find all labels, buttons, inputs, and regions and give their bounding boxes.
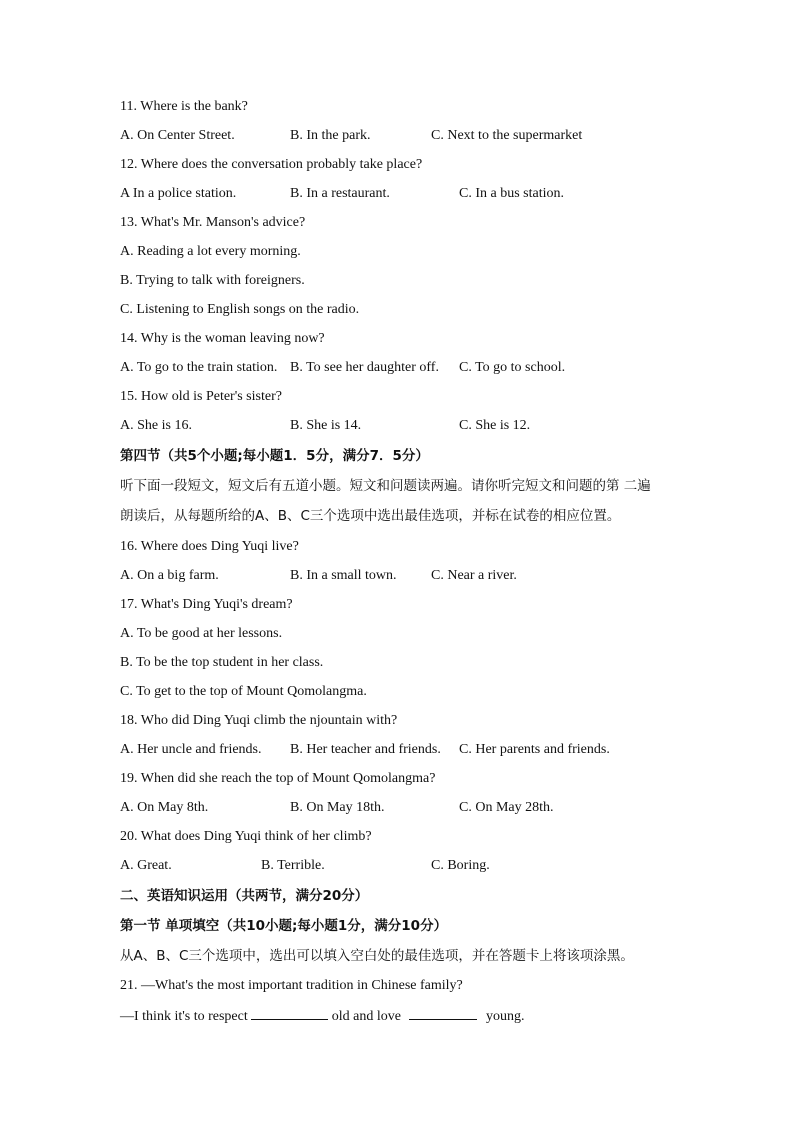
- question-16-stem: 16. Where does Ding Yuqi live?: [120, 539, 299, 554]
- option-b: B. In a small town.: [290, 568, 397, 583]
- question-17-stem: 17. What's Ding Yuqi's dream?: [120, 597, 293, 612]
- question-17-option-c: C. To get to the top of Mount Qomolangma.: [120, 684, 367, 699]
- question-11-options: [120, 126, 680, 146]
- question-21-stem: 21. —What's the most important tradition in Chinese family?: [120, 978, 463, 993]
- question-13-option-a: A. Reading a lot every morning.: [120, 244, 301, 259]
- question-15-options: [120, 416, 680, 436]
- question-13-option-c: C. Listening to English songs on the radio.: [120, 302, 360, 317]
- section-4-heading: 第四节（共5个小题;每小题1．5分，满分7．5分）: [120, 448, 429, 464]
- question-11-stem: 11. Where is the bank?: [120, 99, 248, 114]
- part-2-instruction: 从A、B、C三个选项中，选出可以填入空白处的最佳选项，并在答题卡上将该项涂黑。: [120, 948, 634, 964]
- question-17-option-b: B. To be the top student in her class.: [120, 655, 324, 670]
- section-4-instruction-line-1: 听下面一段短文，短文后有五道小题。短文和问题读两遍。请你听完短文和问题的第 二遍: [120, 478, 651, 494]
- question-13-stem: 13. What's Mr. Manson's advice?: [120, 215, 306, 230]
- question-15-stem: 15. How old is Peter's sister?: [120, 389, 282, 404]
- question-20-options: [120, 856, 680, 876]
- option-b: B. On May 18th.: [290, 800, 385, 815]
- part-2-heading: 二、英语知识运用（共两节，满分20分）: [120, 888, 369, 904]
- option-a: A. Her uncle and friends.: [120, 742, 262, 757]
- option-b: B. Her teacher and friends.: [290, 742, 441, 757]
- option-a: A In a police station.: [120, 186, 237, 201]
- option-c: C. On May 28th.: [459, 800, 554, 815]
- option-b: B. In a restaurant.: [290, 186, 390, 201]
- part-2-section-1-heading: 第一节 单项填空（共10小题;每小题1分，满分10分）: [120, 918, 448, 934]
- question-16-options: [120, 566, 680, 586]
- option-c: C. Boring.: [431, 858, 490, 873]
- option-b: B. She is 14.: [290, 418, 362, 433]
- question-19-options: [120, 798, 680, 818]
- question-20-stem: 20. What does Ding Yuqi think of her climb?: [120, 829, 372, 844]
- option-b: B. In the park.: [290, 128, 371, 143]
- section-4-instruction-line-2: 朗读后，从每题所给的A、B、C三个选项中选出最佳选项，并标在试卷的相应位置。: [120, 508, 621, 524]
- question-19-stem: 19. When did she reach the top of Mount Qomolangma?: [120, 771, 436, 786]
- question-13-option-b: B. Trying to talk with foreigners.: [120, 273, 305, 288]
- question-17-option-a: A. To be good at her lessons.: [120, 626, 283, 641]
- question-12-options: [120, 184, 680, 204]
- answer-blank-1[interactable]: [251, 1005, 328, 1020]
- option-a: A. On Center Street.: [120, 128, 235, 143]
- question-12-stem: 12. Where does the conversation probably take place?: [120, 157, 423, 172]
- option-a: A. Great.: [120, 858, 172, 873]
- option-a: A. To go to the train station.: [120, 360, 278, 375]
- option-c: C. She is 12.: [459, 418, 531, 433]
- option-c: C. In a bus station.: [459, 186, 564, 201]
- option-c: C. Her parents and friends.: [459, 742, 610, 757]
- question-14-stem: 14. Why is the woman leaving now?: [120, 331, 325, 346]
- option-a: A. On a big farm.: [120, 568, 219, 583]
- question-18-stem: 18. Who did Ding Yuqi climb the njountain with?: [120, 713, 398, 728]
- question-21-answer: —I think it's to respect old and love young.: [120, 1005, 524, 1025]
- option-c: C. Near a river.: [431, 568, 517, 583]
- answer-blank-2[interactable]: [409, 1005, 477, 1020]
- question-18-options: [120, 740, 680, 760]
- option-b: B. Terrible.: [261, 858, 325, 873]
- option-c: C. To go to school.: [459, 360, 566, 375]
- option-c: C. Next to the supermarket: [431, 128, 583, 143]
- question-14-options: [120, 358, 680, 378]
- option-a: A. She is 16.: [120, 418, 192, 433]
- option-a: A. On May 8th.: [120, 800, 209, 815]
- option-b: B. To see her daughter off.: [290, 360, 439, 375]
